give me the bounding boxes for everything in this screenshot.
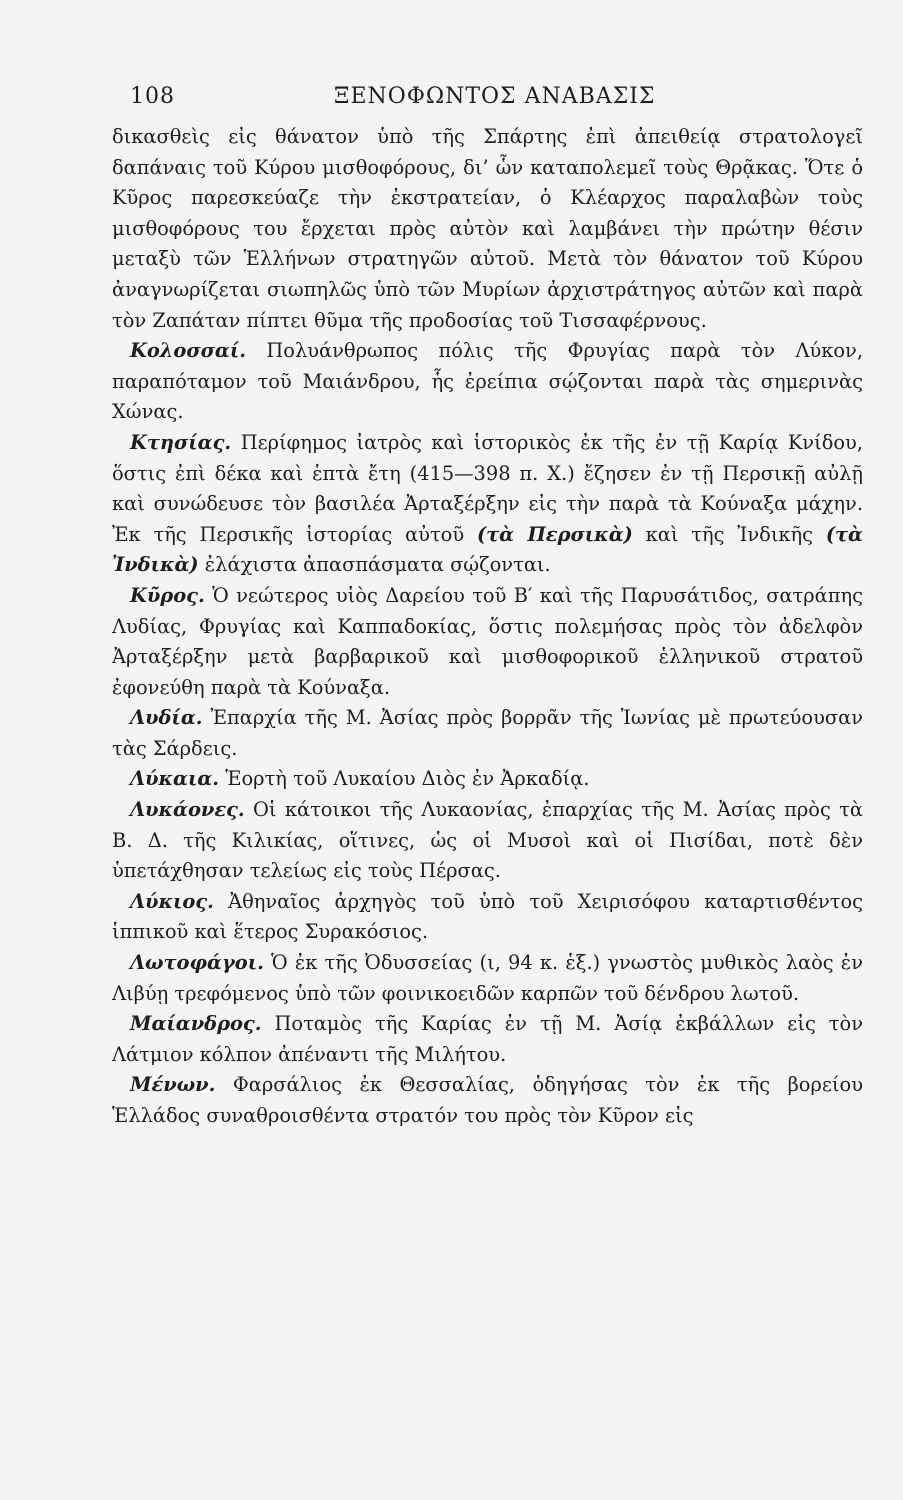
glossary-entry-maiandros xyxy=(112,1009,863,1070)
entry-term: Λύκιος. xyxy=(130,889,214,913)
entry-text: Ἀθηναῖος ἀρχηγὸς τοῦ ὑπὸ τοῦ Χειρισόφου καταρτισθέντος ἱππικοῦ καὶ ἕτερος Συρακόσιος. xyxy=(112,889,863,944)
glossary-entry-lykaones xyxy=(112,795,863,887)
entry-text: Ποταμὸς τῆς Καρίας ἐν τῇ Μ. Ἀσίᾳ ἐκβάλλων εἰς τὸν Λάτμιον κόλπον ἀπέναντι τῆς Μιλήτου. xyxy=(112,1012,863,1066)
entry-text: Ὁ νεώτερος υἱὸς Δαρείου τοῦ Β′ καὶ τῆς Παρυσάτιδος, σατράπης Λυδίας, Φρυγίας καὶ Καππαδοκίας, ὅστις πολεμήσας πρὸς τὸν ἀδελφὸν Ἀρταξέρξην μετὰ βαρβαρικοῦ καὶ μισθοφορικοῦ ἑλληνικοῦ στρατοῦ ἐφονεύθη παρὰ τὰ Κούναξα. xyxy=(112,583,863,699)
entry-text: Ὁ ἐκ τῆς Ὀδυσσείας (ι, 94 κ. ἑξ.) γνωστὸς μυθικὸς λαὸς ἐν Λιβύῃ τρεφόμενος ὑπὸ τῶν φοινικοειδῶν καρπῶν τοῦ δένδρου λωτοῦ. xyxy=(112,951,863,1005)
entry-text: Περίφημος ἰατρὸς καὶ ἱστορικὸς ἐκ τῆς ἐν τῇ Καρίᾳ Κνίδου, ὅστις ἐπὶ δέκα καὶ ἑπτὰ ἔτη (415—398 π. Χ.) ἔζησεν ἐν τῇ Περσικῇ αὐλῇ καὶ συνώδευσε τὸν βασιλέα Ἀρταξέρξην εἰς τὴν παρὰ τὰ Κούναξα μάχην. Ἐκ τῆς Περσικῆς ἱστορίας αὐτοῦ xyxy=(112,430,863,546)
entry-term: Λωτοφάγοι. xyxy=(130,951,264,975)
glossary-entry-kyros xyxy=(112,581,863,703)
page-number: 108 xyxy=(130,84,175,109)
glossary-entry-kolossai xyxy=(112,336,863,428)
entry-term: Λύκαια. xyxy=(130,767,220,791)
glossary-entry-ktesias xyxy=(112,428,863,581)
entry-text: Ἑορτὴ τοῦ Λυκαίου Διὸς ἐν Ἀρκαδίᾳ. xyxy=(225,767,590,791)
entry-text: ἐλάχιστα ἀπασπάσματα σῴζονται. xyxy=(204,553,551,577)
glossary-entry-lykios xyxy=(112,887,863,948)
page-header xyxy=(112,70,863,114)
entry-term: Μένων. xyxy=(130,1073,216,1097)
glossary-entry-continuation xyxy=(112,122,863,336)
entry-term: Λυδία. xyxy=(130,706,203,730)
entry-text: δικασθεὶς εἰς θάνατον ὑπὸ τῆς Σπάρτης ἐπὶ ἀπειθείᾳ στρατολογεῖ δαπάναις τοῦ Κύρου μισθοφόρους, δι’ ὧν καταπολεμεῖ τοὺς Θρᾷκας. Ὅτε ὁ Κῦρος παρεσκεύαζε τὴν ἐκστρατείαν, ὁ Κλέαρχος παραλαβὼν τοὺς μισθοφόρους του ἔρχεται πρὸς αὐτὸν καὶ λαμβάνει τὴν πρώτην θέσιν μεταξὺ τῶν Ἑλλήνων στρατηγῶν αὐτοῦ. Μετὰ τὸν θάνατον τοῦ Κύρου ἀναγνωρίζεται σιωπηλῶς ὑπὸ τῶν Μυρίων ἀρχιστράτηγος αὐτῶν καὶ παρὰ τὸν Ζαπάταν πίπτει θῦμα τῆς προδοσίας τοῦ Τισσαφέρνους. xyxy=(112,125,863,332)
entry-term: Λυκάονες. xyxy=(130,798,245,822)
entry-text: Ἐπαρχία τῆς Μ. Ἀσίας πρὸς βορρᾶν τῆς Ἰωνίας μὲ πρωτεύουσαν τὰς Σάρδεις. xyxy=(112,706,864,760)
running-title: ΞΕΝΟΦΩΝΤΟΣ ΑΝΑΒΑΣΙΣ xyxy=(334,84,656,109)
glossary-entry-lotophagoi xyxy=(112,948,863,1009)
entry-term: Κῦρος. xyxy=(130,583,205,607)
entry-text: καὶ τῆς Ἰνδικῆς xyxy=(645,522,814,546)
glossary-entry-lydia xyxy=(112,703,863,764)
glossary-entry-menon xyxy=(112,1070,863,1131)
entry-emphasis-persika: (τὰ Περσικὰ) xyxy=(476,522,633,546)
glossary-body xyxy=(112,122,863,1132)
entry-term: Κολοσσαί. xyxy=(130,339,246,363)
entry-text: Φαρσάλιος ἐκ Θεσσαλίας, ὁδηγήσας τὸν ἐκ τῆς βορείου Ἑλλάδος συναθροισθέντα στρατόν του πρὸς τὸν Κῦρον εἰς xyxy=(112,1073,863,1127)
entry-emphasis-indika: (τὰ Ἰνδικὰ) xyxy=(112,522,863,577)
entry-text: Πολυάνθρωπος πόλις τῆς Φρυγίας παρὰ τὸν Λύκον, παραπόταμον τοῦ Μαιάνδρου, ἧς ἐρείπια σῴζονται παρὰ τὰς σημερινὰς Χώνας. xyxy=(112,339,863,424)
glossary-entry-lykaia xyxy=(112,764,863,795)
entry-text: Οἱ κάτοικοι τῆς Λυκαονίας, ἐπαρχίας τῆς Μ. Ἀσίας πρὸς τὰ Β. Δ. τῆς Κιλικίας, οἵτινες, ὡς οἱ Μυσοὶ καὶ οἱ Πισίδαι, ποτὲ δὲν ὑπετάχθησαν τελείως εἰς τοὺς Πέρσας. xyxy=(112,798,863,883)
entry-term: Κτησίας. xyxy=(130,430,232,454)
entry-term: Μαίανδρος. xyxy=(130,1012,262,1036)
